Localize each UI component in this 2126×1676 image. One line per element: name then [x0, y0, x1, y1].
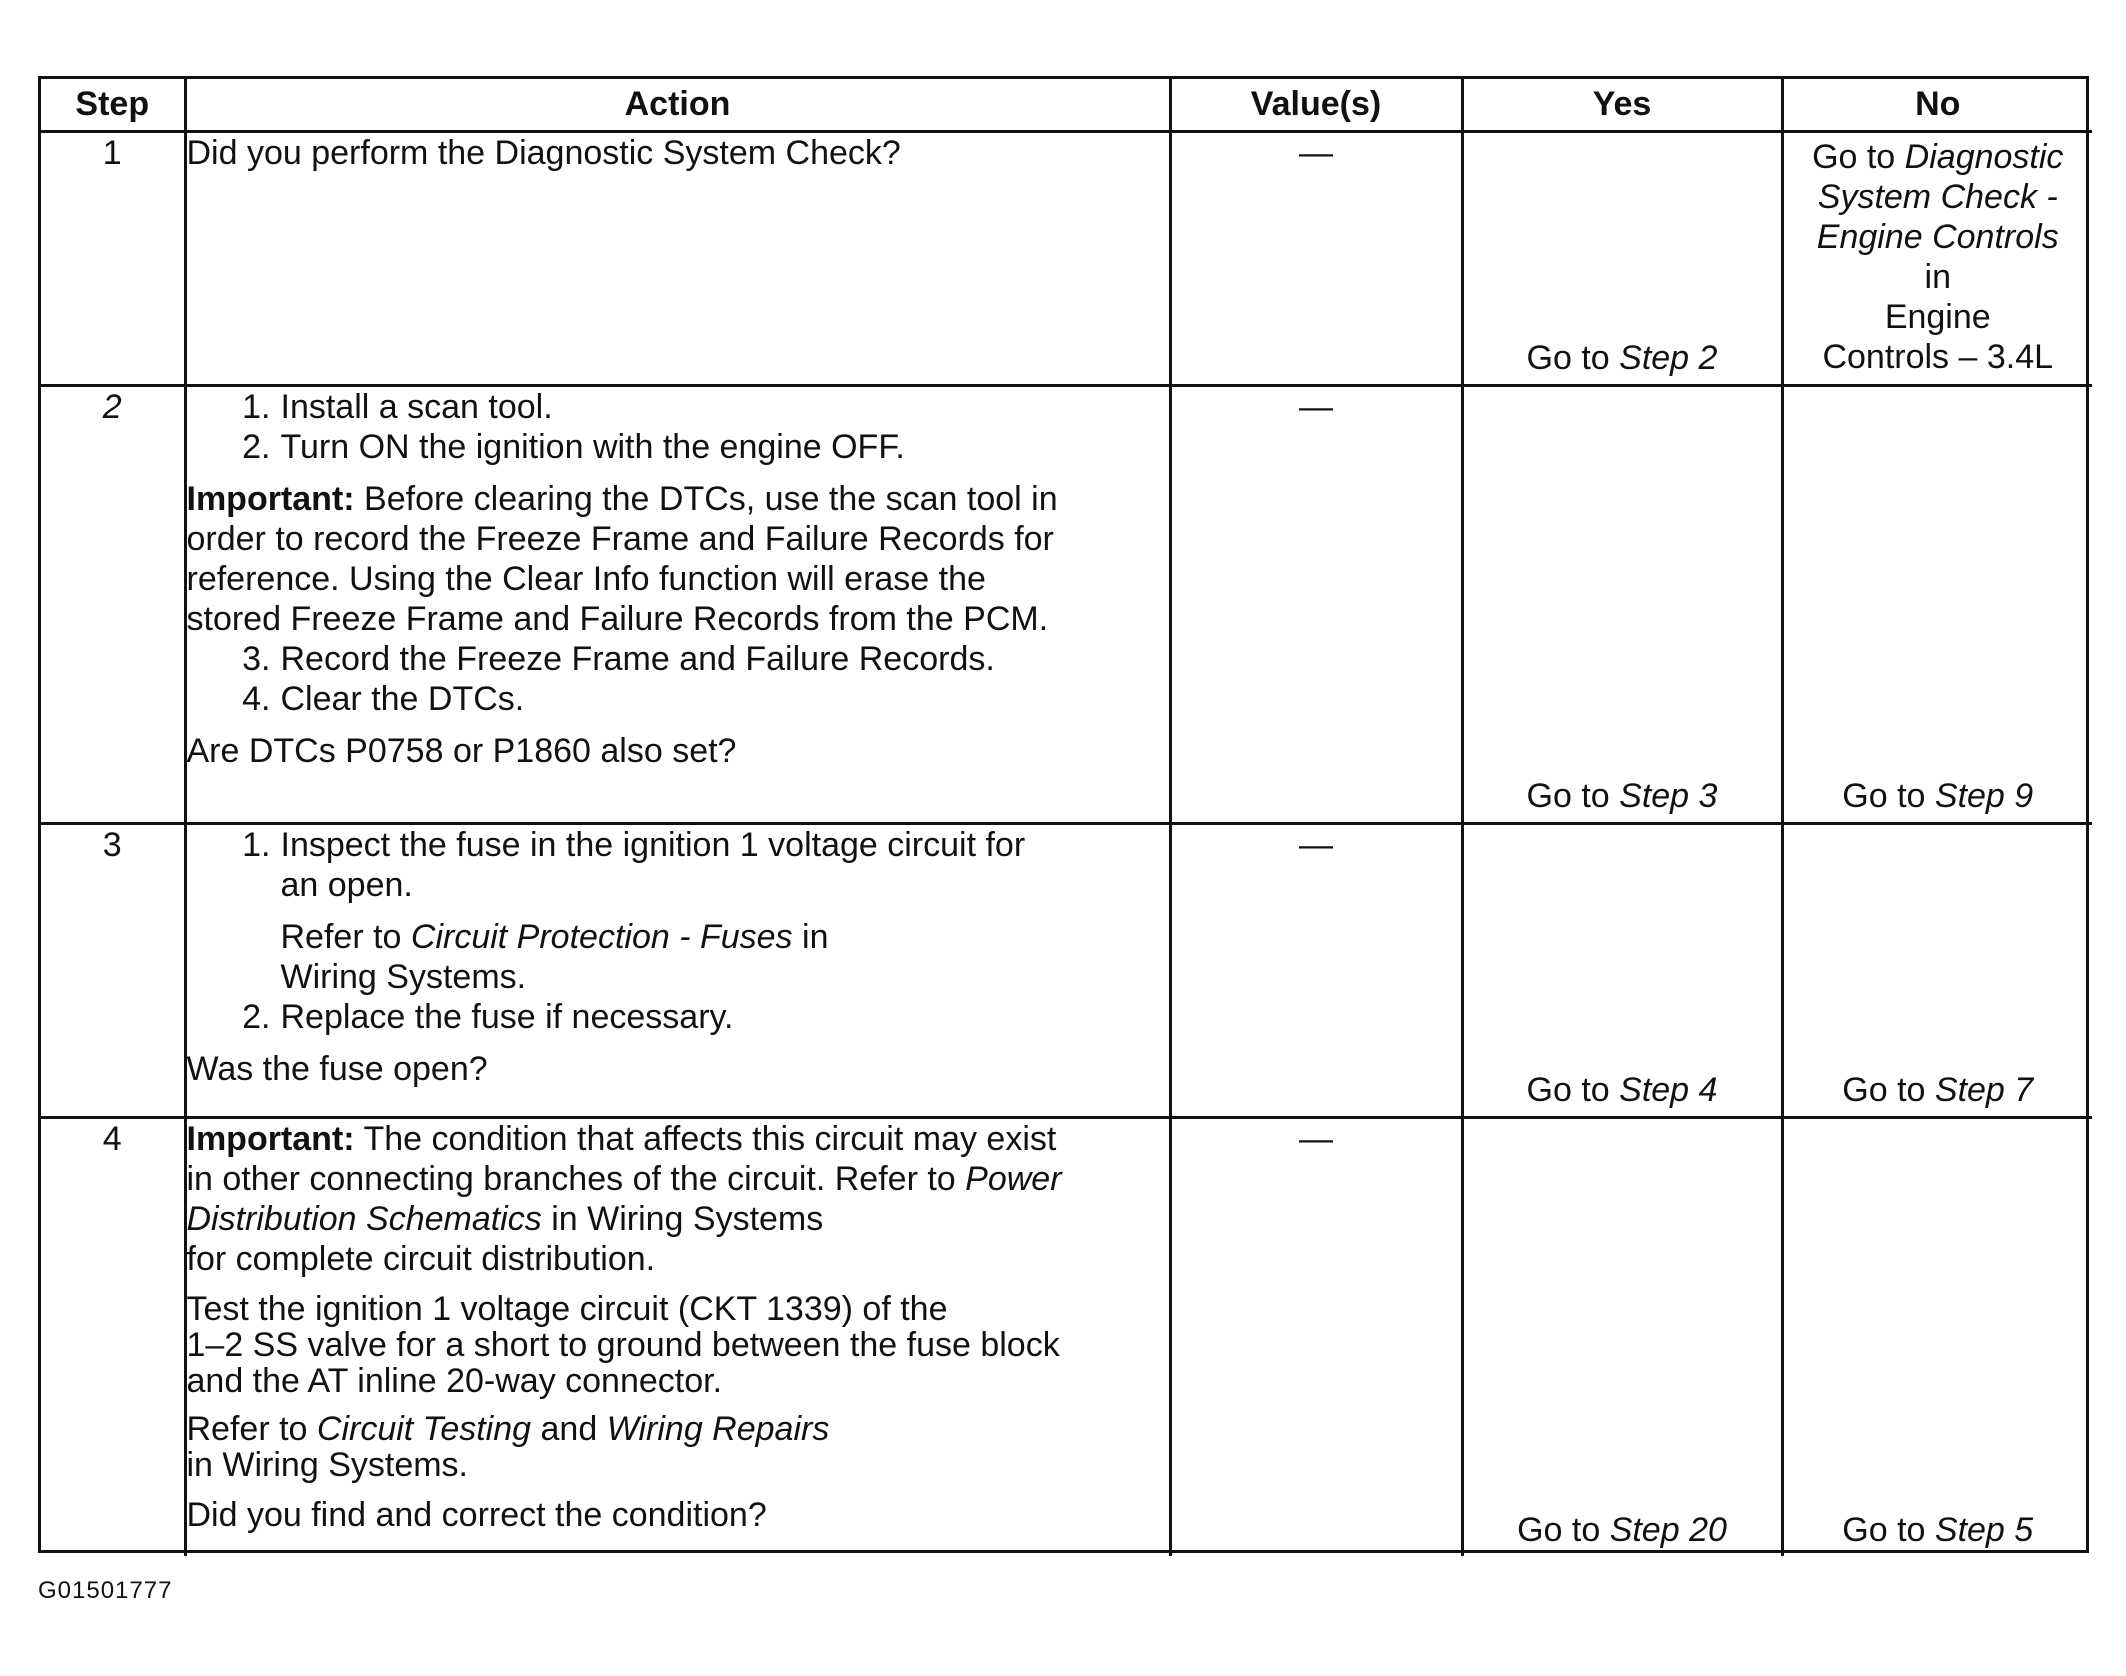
no-step-ref: Step 7 [1934, 1070, 2034, 1109]
no-goto: Go to Diagnostic System Check - Engine Controls in Engine Controls – 3.4L [1812, 137, 2064, 376]
yes-cell [1462, 1117, 1782, 1556]
action-list-item: 1. Inspect the fuse in the ignition 1 voltage circuit for [242, 825, 1026, 864]
yes-step-ref: Step 2 [1619, 338, 1718, 377]
important-label: Important: [186, 479, 355, 518]
no-goto: Go to Step 5 [1842, 1511, 2034, 1549]
action-list-item: 3. Record the Freeze Frame and Failure Records. [242, 639, 995, 678]
yes-step-ref: Step 4 [1619, 1070, 1718, 1109]
no-goto: Go to Step 9 [1842, 776, 2034, 815]
yes-goto: Go to Step 20 [1517, 1511, 1727, 1549]
figure-id-caption: G01501777 [38, 1577, 173, 1604]
table-row [41, 385, 2092, 823]
header-values: Value(s) [1170, 79, 1462, 131]
table-row [41, 131, 2092, 385]
yes-goto: Go to Step 4 [1526, 1070, 1718, 1109]
step-number: 3 [41, 823, 185, 1117]
important-note: Important: The condition that affects this circuit may exist in other connecting branches of the circuit. Refer to Power Distribution Schematics in Wiring Systems for complete circuit distribution. [186, 1119, 1062, 1278]
procedure-reference: Refer to Circuit Testing and Wiring Repairs in Wiring Systems. [186, 1409, 830, 1484]
header-no: No [1782, 79, 2092, 131]
step-number: 2 [41, 385, 185, 823]
reference-link: Circuit Protection - Fuses [410, 917, 793, 956]
test-instruction: Test the ignition 1 voltage circuit (CKT 1339) of the 1–2 SS valve for a short to ground between the fuse block and the AT inline 20-way connector. [186, 1289, 1060, 1400]
no-cell [1782, 131, 2092, 385]
step-number: 1 [41, 131, 185, 385]
value-cell: — [1170, 823, 1462, 1117]
yes-step-ref: Step 3 [1619, 776, 1718, 815]
yes-cell [1462, 131, 1782, 385]
action-cell [185, 385, 1170, 823]
no-cell [1782, 823, 2092, 1117]
diagnostic-table-frame [38, 76, 2089, 1553]
header-yes: Yes [1462, 79, 1782, 131]
value-cell: — [1170, 131, 1462, 385]
action-list-item: 2. Turn ON the ignition with the engine OFF. [242, 427, 905, 466]
table-row [41, 1117, 2092, 1556]
reference-link: Power [965, 1159, 1062, 1198]
action-list-item: 1. Install a scan tool. [242, 387, 553, 426]
yes-step-ref: Step 20 [1609, 1511, 1727, 1549]
important-label: Important: [186, 1119, 355, 1158]
yes-goto: Go to Step 3 [1526, 776, 1718, 815]
yes-cell [1462, 385, 1782, 823]
table-header-row [41, 79, 2092, 131]
header-step: Step [41, 79, 185, 131]
yes-cell [1462, 823, 1782, 1117]
action-cell [185, 1117, 1170, 1556]
no-cell [1782, 385, 2092, 823]
diagnostic-table [41, 79, 2092, 1556]
no-cell [1782, 1117, 2092, 1556]
step-number: 4 [41, 1117, 185, 1556]
action-cell [185, 131, 1170, 385]
action-list-item: 2. Replace the fuse if necessary. [242, 997, 734, 1036]
header-action: Action [185, 79, 1170, 131]
value-cell: — [1170, 385, 1462, 823]
no-step-ref: Step 5 [1934, 1511, 2034, 1549]
action-list-item: 4. Clear the DTCs. [242, 679, 525, 718]
no-procedure-ref: Diagnostic [1904, 137, 2064, 176]
reference-link: Distribution Schematics [186, 1199, 542, 1238]
reference-link: Circuit Testing [316, 1409, 532, 1448]
action-cell: 1. Inspect the fuse in the ignition 1 voltage circuit for an open. Refer to Circuit Protection - Fuses in Wiring Systems. 2. Replace the fuse if necessary. Was the fuse open? [185, 823, 1170, 1117]
value-cell: — [1170, 1117, 1462, 1556]
procedure-reference: Refer to Circuit Protection - Fuses in Wiring Systems. [280, 917, 829, 996]
no-goto: Go to Step 7 [1842, 1070, 2034, 1109]
reference-link: Wiring Repairs [606, 1409, 830, 1448]
table-row [41, 823, 2092, 1117]
important-note: Important: Before clearing the DTCs, use the scan tool in order to record the Freeze Frame and Failure Records for reference. Using the Clear Info function will erase the stored Freeze Frame and Failure Records from the PCM. [186, 479, 1058, 638]
yes-goto: Go to Step 2 [1526, 338, 1718, 377]
action-question: Did you find and correct the condition? [186, 1495, 767, 1534]
no-step-ref: Step 9 [1934, 776, 2034, 815]
action-question: Did you perform the Diagnostic System Check? [186, 133, 901, 172]
action-question: Are DTCs P0758 or P1860 also set? [186, 731, 737, 770]
action-question: Was the fuse open? [186, 1049, 488, 1088]
